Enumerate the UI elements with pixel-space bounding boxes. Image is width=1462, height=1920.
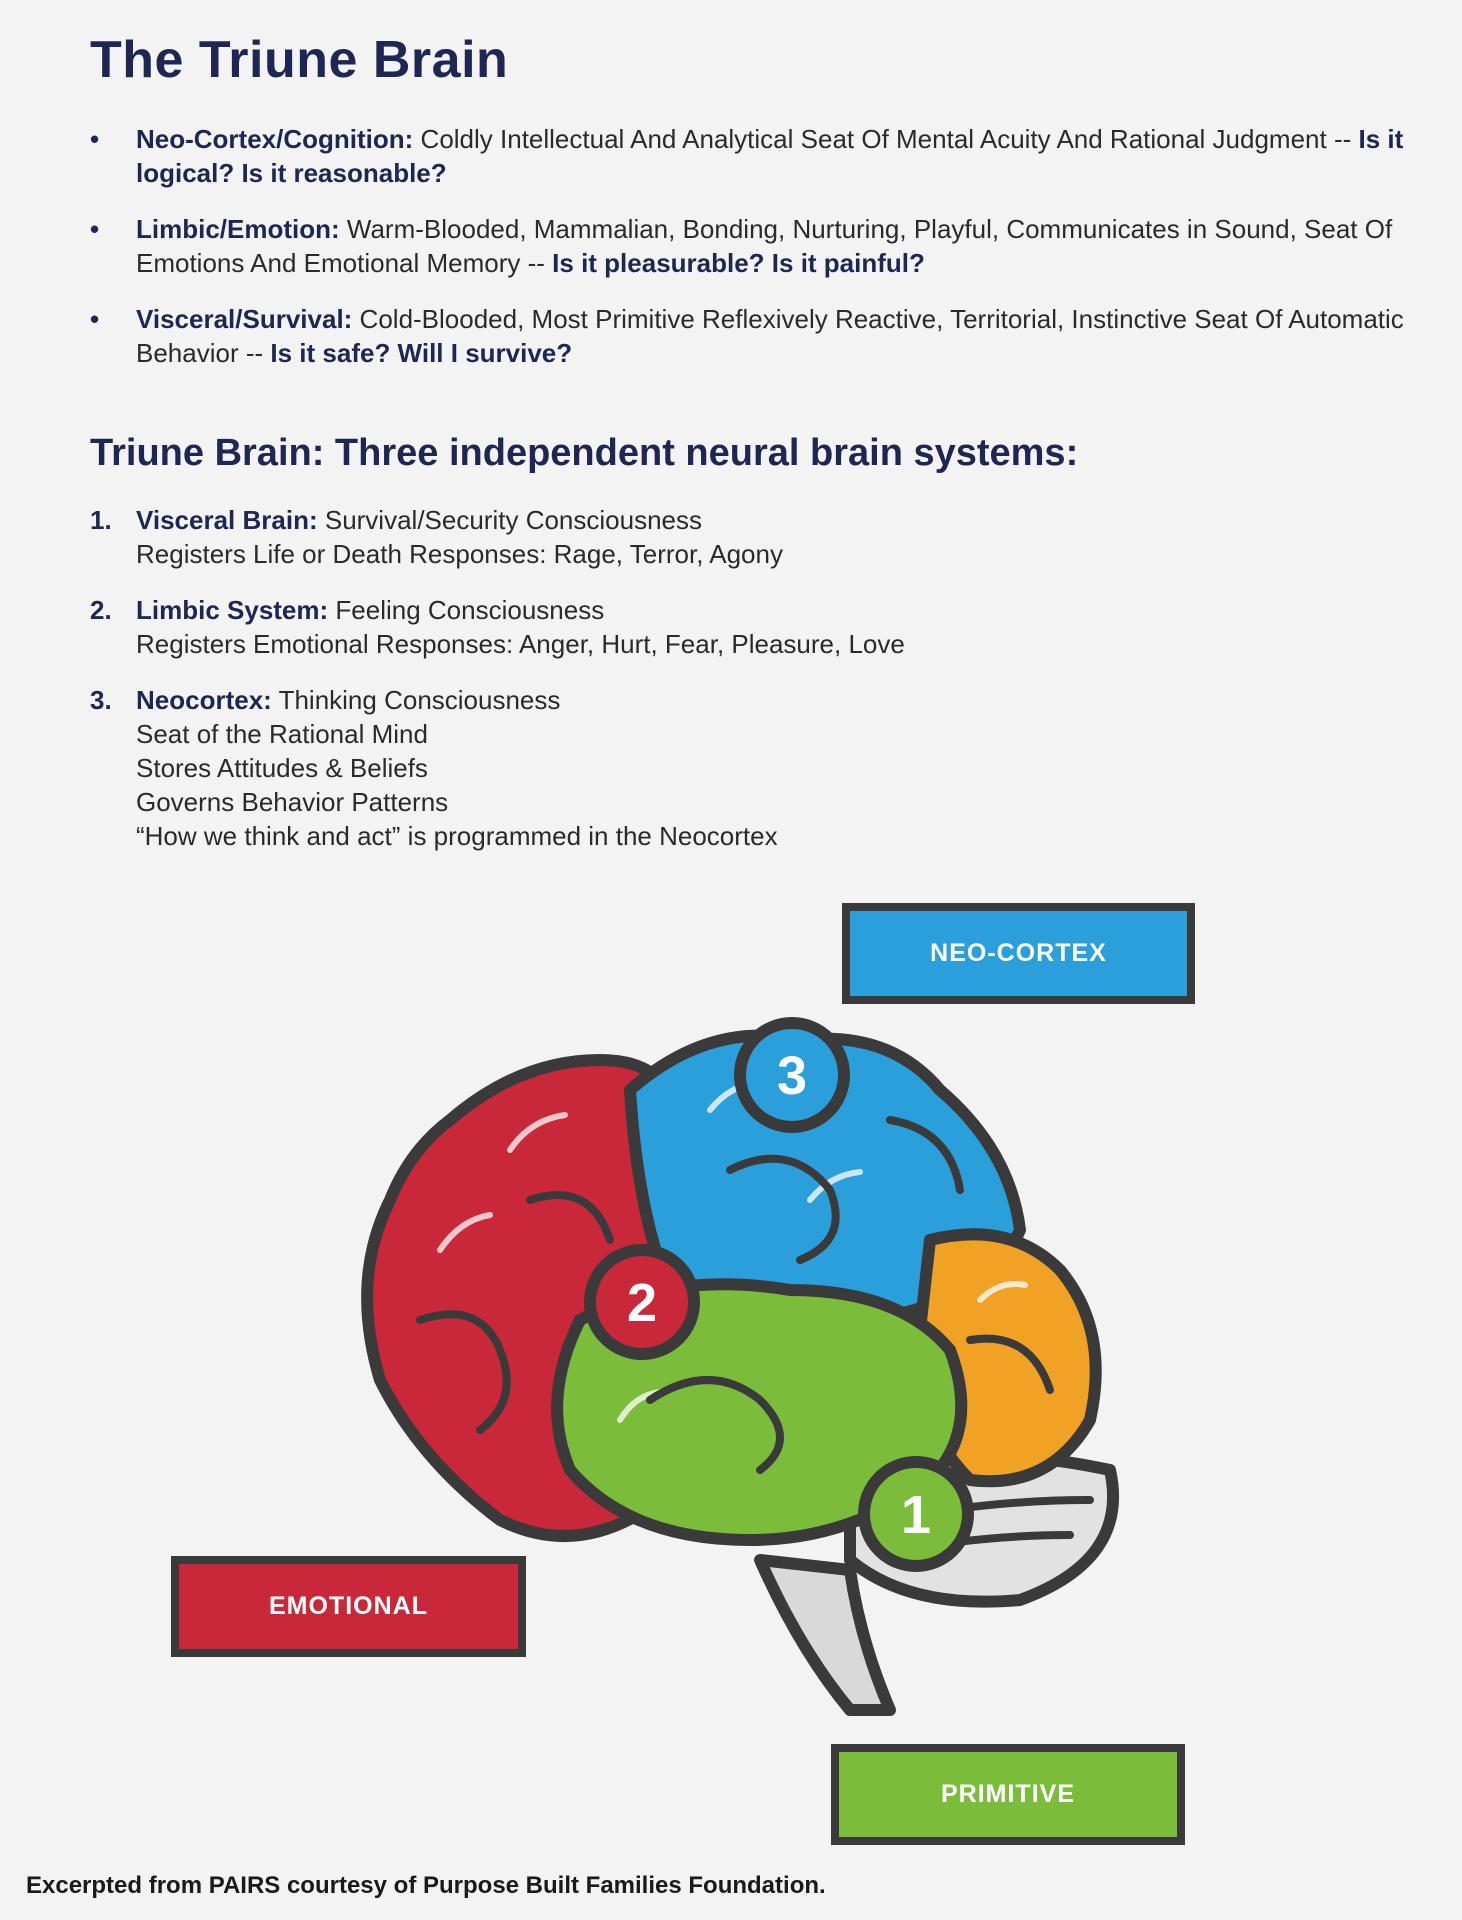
bullet-text: Cold-Blooded, Most Primitive Reflexively Reactive, Territorial, Instinctive Seat Of Automatic Behavior --	[136, 304, 1404, 368]
marker-3	[740, 1023, 844, 1127]
step-number: 1.	[90, 505, 112, 535]
bullet-question: Is it logical? Is it reasonable?	[136, 124, 1404, 188]
step-line	[136, 503, 1390, 537]
step-heading: Visceral Brain:	[136, 505, 318, 535]
bullet-visceral	[90, 302, 1420, 370]
step-neocortex	[90, 683, 1390, 853]
bullet-marker: •	[90, 304, 100, 334]
brain-systems-list	[90, 503, 1390, 875]
emotional-label-box	[171, 1556, 526, 1657]
neo-cortex-label-box	[842, 903, 1195, 1004]
step-limbic	[90, 593, 1390, 661]
bullet-question: Is it safe? Will I survive?	[270, 338, 573, 368]
step-text: Survival/Security Consciousness	[317, 505, 703, 535]
step-detail: Registers Emotional Responses: Anger, Hurt, Fear, Pleasure, Love	[136, 629, 905, 659]
bullet-text: Warm-Blooded, Mammalian, Bonding, Nurturing, Playful, Communicates in Sound, Seat Of Emotions And Emotional Memory --	[136, 214, 1393, 278]
step-text: Feeling Consciousness	[328, 595, 605, 625]
step-heading: Neocortex:	[136, 685, 272, 715]
marker-2	[590, 1250, 694, 1354]
bullet-question: Is it pleasurable? Is it painful?	[552, 248, 925, 278]
marker-2-label: 2	[626, 1273, 658, 1333]
step-detail: Registers Life or Death Responses: Rage, Terror, Agony	[136, 539, 783, 569]
primitive-label-box	[831, 1744, 1185, 1845]
bullet-heading: Limbic/Emotion:	[136, 214, 340, 244]
step-line	[136, 683, 1390, 717]
step-text: Thinking Consciousness	[271, 685, 561, 715]
step-number: 2.	[90, 595, 112, 625]
step-number: 3.	[90, 685, 112, 715]
marker-3-label: 3	[776, 1046, 808, 1106]
marker-1	[864, 1462, 968, 1566]
page-title: The Triune Brain	[90, 31, 509, 89]
section-heading: Triune Brain: Three independent neural brain systems:	[90, 432, 1079, 474]
bullet-text: Coldly Intellectual And Analytical Seat Of Mental Acuity And Rational Judgment --	[413, 124, 1359, 154]
bullet-marker: •	[90, 124, 100, 154]
neo-cortex-label: NEO-CORTEX	[930, 939, 1107, 967]
step-heading: Limbic System:	[136, 595, 329, 625]
bullet-heading: Neo-Cortex/Cognition:	[136, 124, 414, 154]
marker-1-label: 1	[900, 1485, 932, 1545]
step-detail: “How we think and act” is programmed in the Neocortex	[136, 821, 778, 851]
bullet-neo-cortex	[90, 122, 1420, 190]
step-detail: Seat of the Rational Mind	[136, 719, 428, 749]
step-visceral	[90, 503, 1390, 571]
brain-stem-shape	[760, 1560, 890, 1710]
brain-region-list	[90, 122, 1420, 392]
bullet-marker: •	[90, 214, 100, 244]
bullet-heading: Visceral/Survival:	[136, 304, 353, 334]
step-detail: Governs Behavior Patterns	[136, 787, 449, 817]
footer-credit: Excerpted from PAIRS courtesy of Purpose Built Families Foundation.	[26, 1872, 826, 1899]
primitive-label: PRIMITIVE	[940, 1780, 1075, 1808]
step-detail: Stores Attitudes & Beliefs	[136, 753, 428, 783]
step-line	[136, 593, 1390, 627]
emotional-label: EMOTIONAL	[269, 1592, 428, 1620]
bullet-limbic	[90, 212, 1420, 280]
